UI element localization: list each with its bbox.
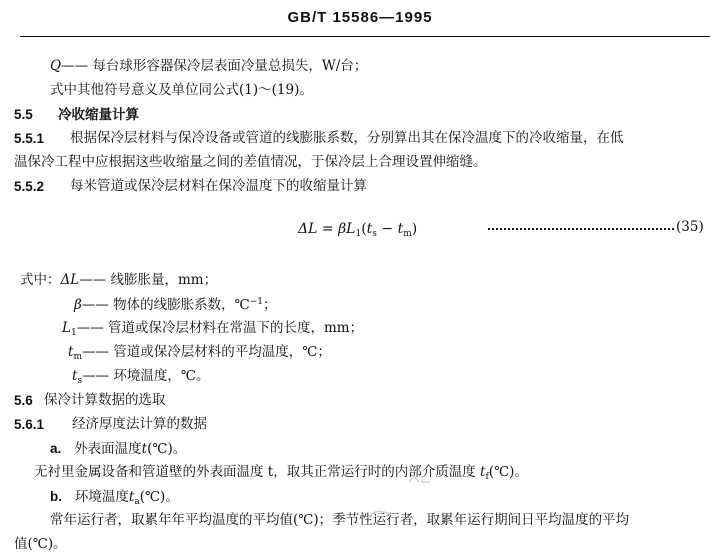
eq-paren-close: )	[411, 221, 418, 237]
section-5-6-1-title: 经济厚度法计算的数据	[72, 416, 207, 432]
where-row-l1	[62, 322, 363, 338]
other-symbols-note: 式中其他符号意义及单位同公式(1)～(19)。	[50, 82, 313, 98]
item-b-description-line2: 值(℃)。	[14, 536, 67, 552]
eq-beta: β	[338, 221, 347, 237]
beta-exponent: −1	[249, 297, 263, 307]
where-row-beta	[74, 298, 277, 313]
eq-equals: =	[321, 221, 334, 237]
l1-symbol: L	[62, 320, 71, 336]
section-5-5-1-line2: 温保冷工程中应根据这些收缩量之间的差值情况，于保冷层上合理设置伸缩缝。	[14, 154, 487, 170]
section-5-5-2-number: 5.5.2	[14, 179, 45, 194]
l1-def: —— 管道或保冷层材料在常温下的长度，mm；	[76, 320, 364, 336]
eq-L: L	[346, 221, 356, 237]
item-b-description-line1: 常年运行者，取累年年平均温度的平均值(℃)；季节性运行者，取累年运行期间日平均温度的平均	[50, 512, 630, 528]
eq-t1: t	[366, 221, 373, 237]
eq-minus: −	[381, 221, 394, 237]
eq-L-sub: 1	[355, 229, 362, 239]
section-5-6-1-number: 5.6.1	[14, 417, 45, 432]
where-label: 式中：	[20, 272, 61, 288]
l1-sub: 1	[70, 328, 77, 338]
beta-def: —— 物体的线膨胀系数，℃	[81, 297, 250, 313]
ts-def: —— 环境温度，℃。	[82, 368, 210, 384]
section-5-5-2-title: 每米管道或保冷层材料在保冷温度下的收缩量计算	[70, 178, 367, 194]
item-a-desc-text: 无衬里金属设备和管道壁的外表面温度 t，取其正常运行时的内部介质温度	[34, 464, 476, 480]
item-b-label: b.	[50, 489, 62, 504]
scan-watermark-2	[366, 508, 392, 523]
item-a-description	[34, 466, 528, 482]
eq-t2-sub: m	[403, 229, 412, 239]
ts-symbol: t	[72, 368, 78, 384]
eq-paren-open: (	[361, 221, 367, 237]
section-5-6-number: 5.6	[14, 393, 33, 408]
item-a-desc-unit: (℃)。	[488, 464, 528, 480]
beta-end: ；	[263, 297, 277, 313]
equation-leader-dots	[488, 228, 674, 230]
q-text: —— 每台球形容器保冷层表面冷量总损失，W/台；	[61, 58, 368, 74]
equation-number: (35)	[676, 219, 704, 235]
q-symbol: Q	[50, 58, 62, 74]
section-5-5-title: 冷收缩量计算	[58, 107, 139, 122]
section-5-6-title: 保冷计算数据的选取	[44, 392, 166, 408]
item-a-desc-sub: f	[485, 472, 489, 482]
delta-l-symbol: ΔL	[60, 272, 80, 288]
item-b-sub: a	[134, 497, 140, 507]
eq-t1-sub: s	[372, 229, 377, 239]
section-5-5-1-line1: 根据保冷层材料与保冷设备或管道的线膨胀系数，分别算出其在保冷温度下的冷收缩量，在低	[70, 130, 624, 146]
scan-watermark-1	[408, 474, 434, 487]
item-b	[50, 490, 179, 507]
eq-t2: t	[397, 221, 404, 237]
tm-symbol: t	[68, 344, 74, 360]
item-a-symbol: t	[141, 441, 148, 457]
item-a-text: 外表面温度	[74, 441, 142, 457]
equation-35	[298, 222, 417, 239]
item-a-unit: (℃)。	[147, 441, 187, 457]
item-b-unit: (℃)。	[139, 489, 179, 505]
q-definition	[50, 60, 367, 74]
tm-sub: m	[73, 352, 82, 362]
where-row-delta-l	[20, 274, 217, 288]
header-rule	[20, 36, 710, 37]
item-a-desc-symbol: t	[480, 464, 486, 480]
section-5-5-1-number: 5.5.1	[14, 131, 45, 146]
where-row-tm	[68, 346, 331, 362]
delta-l-def: —— 线膨胀量，mm；	[79, 272, 218, 288]
page-header: GB/T 15586—1995	[287, 9, 433, 26]
item-a	[50, 442, 186, 457]
item-b-symbol: t	[128, 489, 135, 505]
ts-sub: s	[77, 376, 83, 386]
item-b-text: 环境温度	[74, 489, 129, 505]
tm-def: —— 管道或保冷层材料的平均温度，℃；	[81, 344, 331, 360]
item-a-label: a.	[50, 441, 62, 456]
eq-lhs: ΔL	[298, 221, 318, 237]
beta-symbol: β	[74, 297, 82, 313]
section-5-5-number: 5.5	[14, 107, 33, 122]
where-row-ts	[72, 370, 209, 386]
